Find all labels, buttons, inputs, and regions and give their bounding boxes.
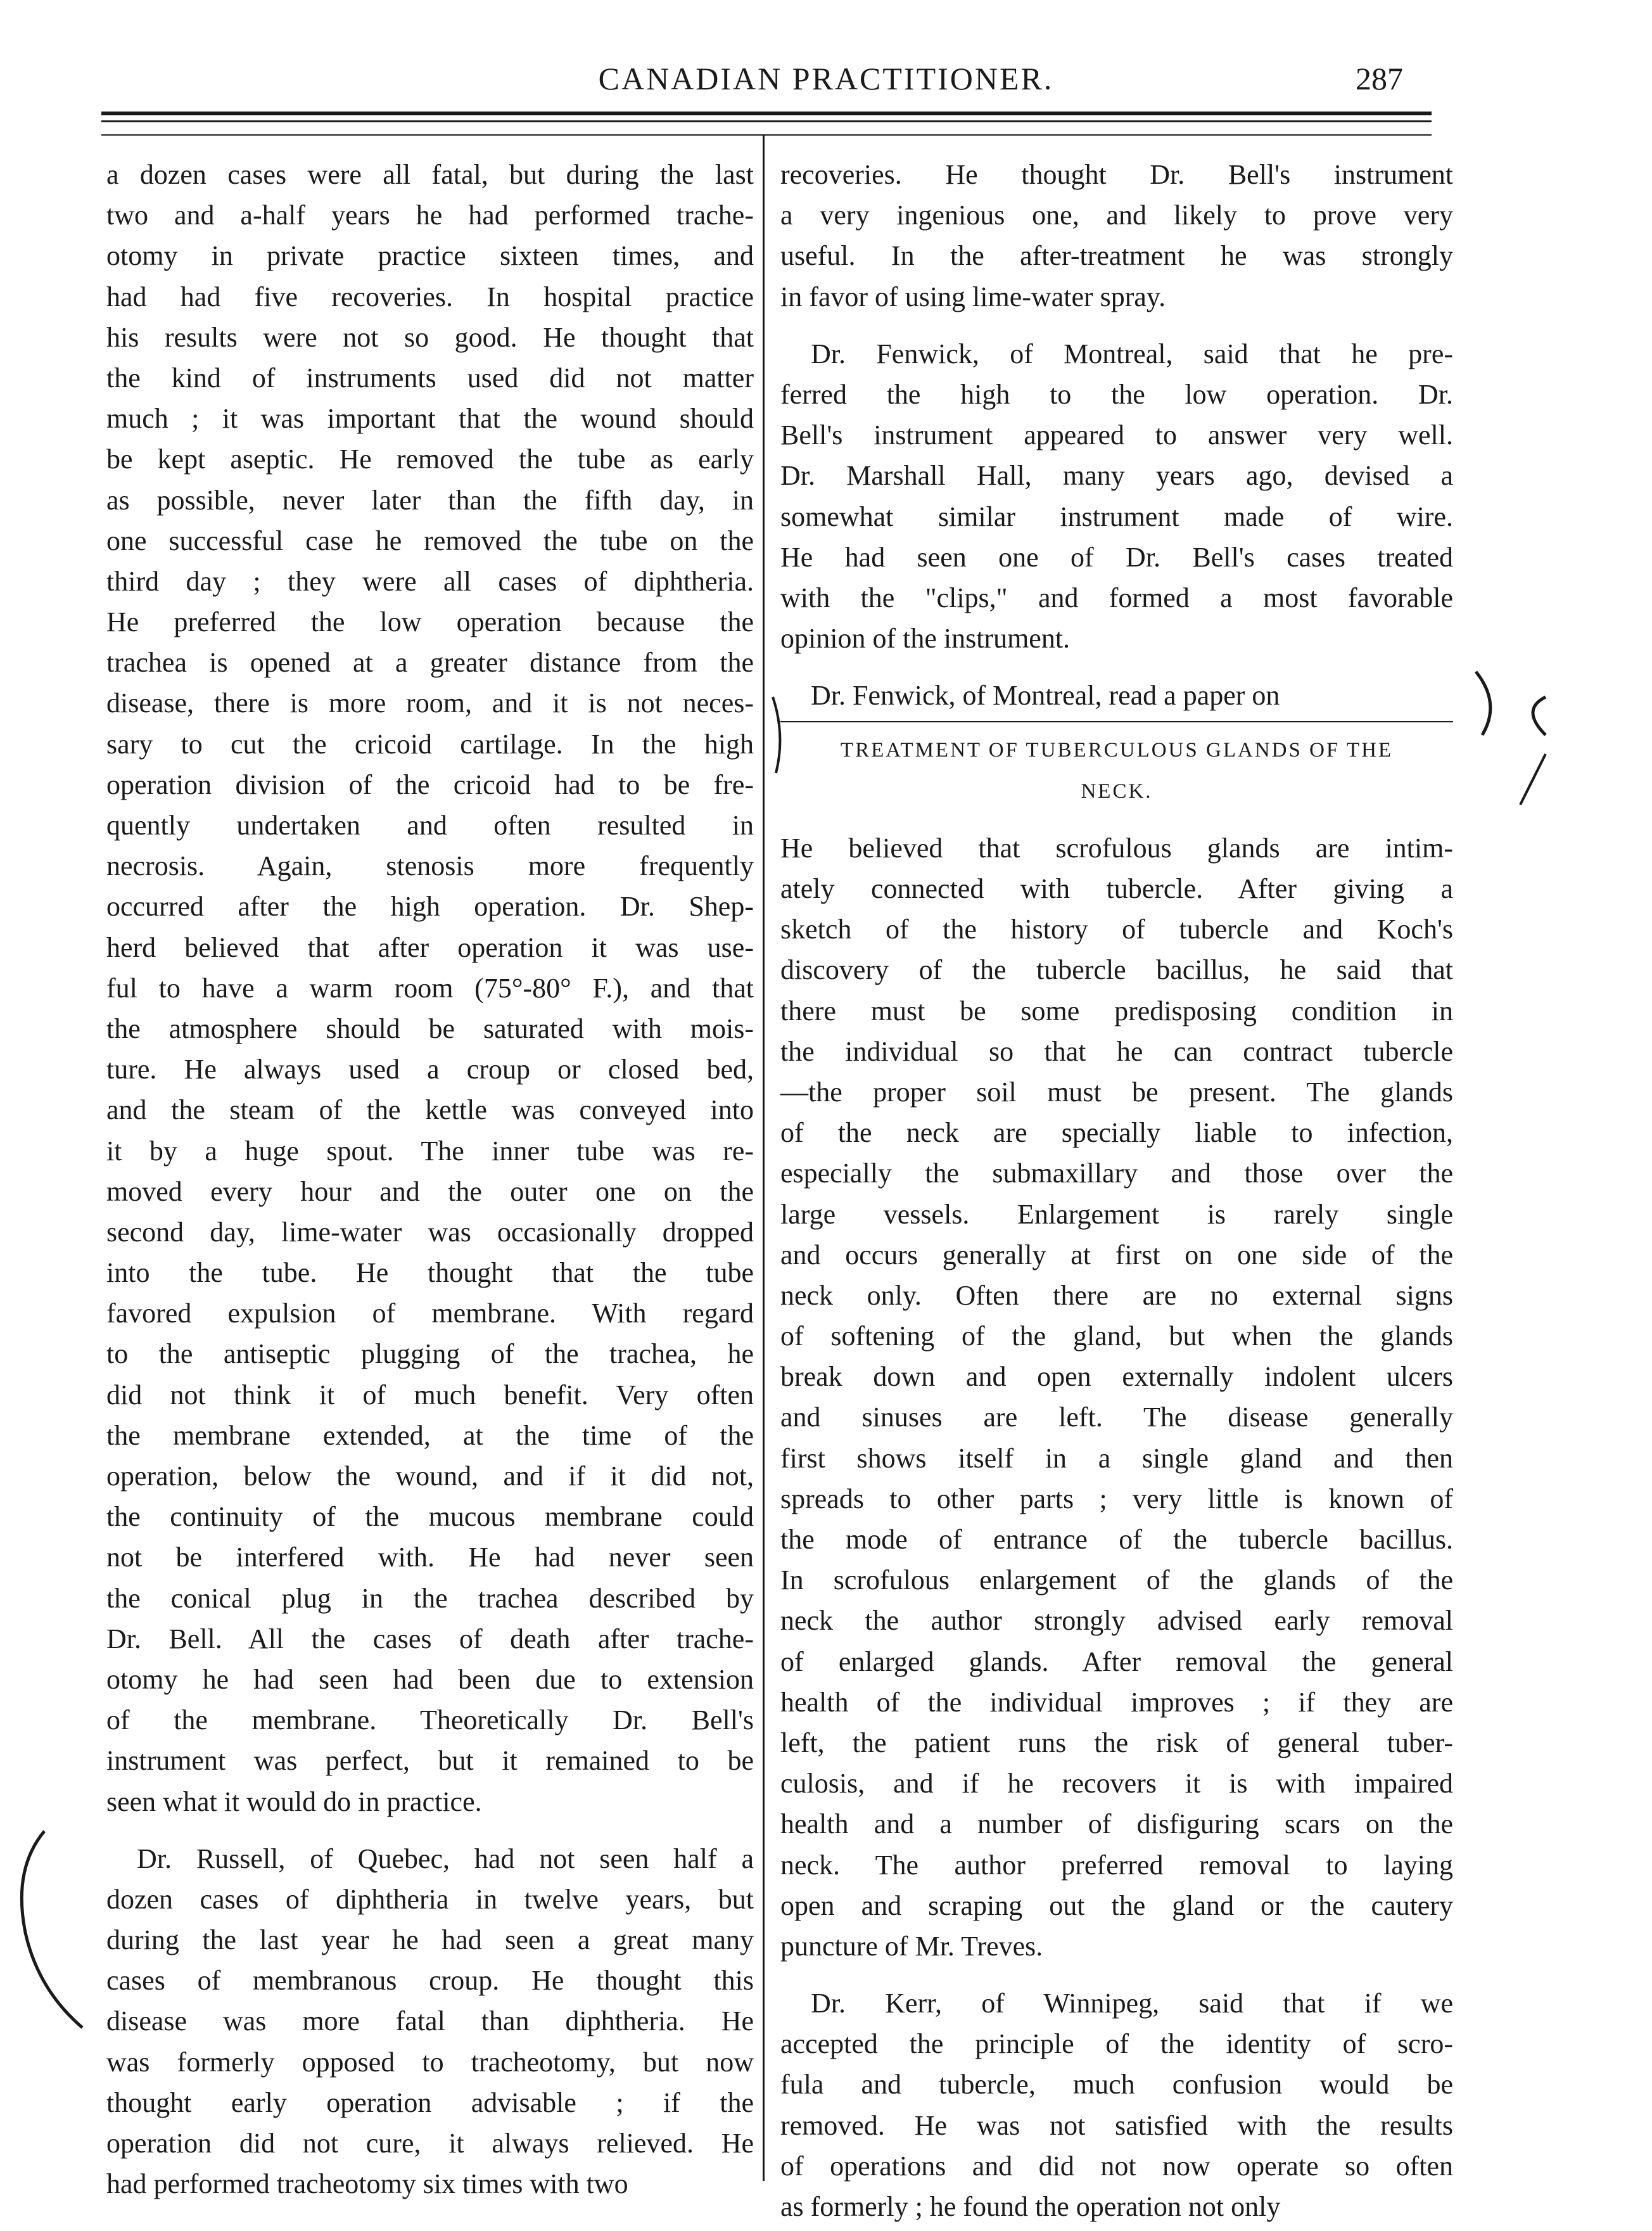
margin-letter-mark bbox=[1476, 672, 1546, 735]
text-line: moved every hour and the outer one on the bbox=[106, 1175, 754, 1207]
text-line: large vessels. Enlargement is rarely single bbox=[780, 1198, 1453, 1230]
text-line: occurred after the high operation. Dr. Shep- bbox=[106, 891, 754, 923]
text-line: culosis, and if he recovers it is with impaired bbox=[780, 1768, 1453, 1800]
text-line: ful to have a warm room (75°-80° F.), and that bbox=[106, 972, 754, 1004]
text-line: second day, lime-water was occasionally dropped bbox=[106, 1216, 754, 1248]
text-line: it by a huge spout. The inner tube was re- bbox=[106, 1135, 754, 1167]
text-line: one successful case he removed the tube on the bbox=[106, 525, 754, 556]
text-line: operation division of the cricoid had to be fre- bbox=[106, 769, 754, 800]
text-line: be kept aseptic. He removed the tube as early bbox=[106, 444, 754, 475]
bracket-mark bbox=[22, 1831, 82, 2028]
text-line: somewhat similar instrument made of wire. bbox=[780, 501, 1453, 532]
text-line: and sinuses are left. The disease generally bbox=[780, 1402, 1453, 1433]
section-heading-line2: NECK. bbox=[1081, 779, 1153, 803]
text-line: sketch of the history of tubercle and Koch's bbox=[780, 914, 1453, 945]
text-line: the individual so that he can contract tubercle bbox=[780, 1035, 1453, 1067]
right-paragraph-fenwick-remarks bbox=[780, 334, 1453, 660]
text-line: otomy he had seen had been due to extension bbox=[106, 1663, 754, 1695]
text-line: recoveries. He thought Dr. Bell's instrument bbox=[780, 159, 1453, 190]
text-line: much ; it was important that the wound should bbox=[106, 403, 754, 435]
text-line: and occurs generally at first on one side of the bbox=[780, 1239, 1453, 1270]
text-line: the kind of instruments used did not matter bbox=[106, 362, 754, 393]
text-line: herd believed that after operation it was use- bbox=[106, 931, 754, 963]
text-line: puncture of Mr. Treves. bbox=[780, 1930, 1043, 1962]
paragraph-gap bbox=[780, 1967, 1453, 1983]
text-line: there must be some predisposing condition in bbox=[780, 995, 1453, 1026]
text-line: operation, below the wound, and if it did not, bbox=[106, 1461, 754, 1492]
text-line: He had seen one of Dr. Bell's cases treated bbox=[780, 541, 1453, 573]
right-paragraph-kerr bbox=[780, 1983, 1453, 2227]
text-line: had had five recoveries. In hospital practice bbox=[106, 281, 754, 312]
header-rule-lower bbox=[101, 134, 1432, 136]
text-line: neck the author strongly advised early removal bbox=[780, 1605, 1453, 1637]
text-line: a very ingenious one, and likely to prove very bbox=[780, 200, 1453, 231]
text-line: Dr. Marshall Hall, many years ago, devised a bbox=[780, 460, 1453, 492]
text-line: fula and tubercle, much confusion would be bbox=[780, 2069, 1453, 2100]
text-line: two and a-half years he had performed trache- bbox=[106, 200, 754, 231]
text-line: left, the patient runs the risk of general tuber- bbox=[780, 1727, 1453, 1758]
text-line: Bell's instrument appeared to answer very well. bbox=[780, 419, 1453, 451]
text-line: opinion of the instrument. bbox=[780, 623, 1071, 655]
text-line: did not think it of much benefit. Very often bbox=[106, 1379, 754, 1410]
text-line: of enlarged glands. After removal the general bbox=[780, 1646, 1453, 1677]
text-line: In scrofulous enlargement of the glands of the bbox=[780, 1564, 1453, 1596]
text-line: health of the individual improves ; if they are bbox=[780, 1686, 1453, 1718]
text-line: with the "clips," and formed a most favorable bbox=[780, 582, 1453, 613]
left-paragraph-continued bbox=[106, 155, 754, 1822]
right-paragraph-paper-body bbox=[780, 828, 1453, 1967]
text-line: cases of membranous croup. He thought this bbox=[106, 1965, 754, 1997]
text-line: discovery of the tubercle bacillus, he said that bbox=[780, 954, 1453, 986]
heading-brace-mark bbox=[773, 697, 780, 773]
left-paragraph-russell bbox=[106, 1839, 754, 2205]
text-line: first shows itself in a single gland and then bbox=[780, 1442, 1453, 1474]
text-line: as formerly ; he found the operation not only bbox=[780, 2191, 1281, 2222]
text-line: ferred the high to the low operation. Dr. bbox=[780, 378, 1453, 410]
paper-intro: Dr. Fenwick, of Montreal, read a paper on bbox=[811, 680, 1280, 712]
text-line: necrosis. Again, stenosis more frequently bbox=[106, 850, 754, 882]
text-line: He preferred the low operation because the bbox=[106, 606, 754, 638]
text-line: neck only. Often there are no external signs bbox=[780, 1279, 1453, 1311]
text-line: seen what it would do in practice. bbox=[106, 1786, 482, 1817]
page-number: 287 bbox=[1356, 61, 1403, 96]
text-line: trachea is opened at a greater distance from the bbox=[106, 647, 754, 679]
left-column bbox=[106, 155, 754, 2204]
text-line: spreads to other parts ; very little is known of bbox=[780, 1483, 1453, 1514]
text-line: the atmosphere should be saturated with mois- bbox=[106, 1013, 754, 1044]
text-line: useful. In the after-treatment he was strongly bbox=[780, 240, 1453, 272]
text-line: —the proper soil must be present. The glands bbox=[780, 1076, 1453, 1108]
paragraph-gap bbox=[780, 812, 1453, 828]
text-line: of operations and did not now operate so often bbox=[780, 2150, 1453, 2182]
text-line: the mode of entrance of the tubercle bacillus. bbox=[780, 1524, 1453, 1555]
text-line: open and scraping out the gland or the cautery bbox=[780, 1889, 1453, 1921]
text-line: quently undertaken and often resulted in bbox=[106, 810, 754, 841]
text-line: during the last year he had seen a great many bbox=[106, 1924, 754, 1956]
text-line: especially the submaxillary and those over the bbox=[780, 1158, 1453, 1189]
text-line: ately connected with tubercle. After giving a bbox=[780, 873, 1453, 904]
text-line: otomy in private practice sixteen times, and bbox=[106, 240, 754, 272]
text-line: neck. The author preferred removal to laying bbox=[780, 1849, 1453, 1881]
text-line: of the neck are specially liable to infection, bbox=[780, 1117, 1453, 1149]
column-divider bbox=[763, 134, 765, 2181]
text-line: the conical plug in the trachea described by bbox=[106, 1582, 754, 1614]
text-line: thought early operation advisable ; if the bbox=[106, 2087, 754, 2118]
text-line: operation did not cure, it always relieved. He bbox=[106, 2128, 754, 2159]
text-line: as possible, never later than the fifth day, in bbox=[106, 484, 754, 516]
text-line: and the steam of the kettle was conveyed into bbox=[106, 1094, 754, 1126]
text-line: favored expulsion of membrane. With regard bbox=[106, 1298, 754, 1329]
text-line: ture. He always used a croup or closed bed, bbox=[106, 1054, 754, 1085]
paragraph-gap bbox=[780, 659, 1453, 675]
paragraph-gap bbox=[780, 317, 1453, 334]
header-rule-thick bbox=[101, 112, 1432, 115]
text-line: disease was more fatal than diphtheria. He bbox=[106, 2005, 754, 2037]
text-line: health and a number of disfiguring scars on the bbox=[780, 1808, 1453, 1840]
text-line: not be interfered with. He had never seen bbox=[106, 1542, 754, 1573]
text-line: of the membrane. Theoretically Dr. Bell's bbox=[106, 1704, 754, 1736]
text-line: sary to cut the cricoid cartilage. In the high bbox=[106, 728, 754, 760]
running-header: CANADIAN PRACTITIONER. bbox=[598, 61, 1054, 96]
text-line: third day ; they were all cases of diphtheria. bbox=[106, 565, 754, 597]
text-line: had performed tracheotomy six times with two bbox=[106, 2168, 628, 2200]
right-paragraph-continued bbox=[780, 155, 1453, 317]
section-heading-line1: TREATMENT OF TUBERCULOUS GLANDS OF THE bbox=[840, 739, 1394, 762]
text-line: accepted the principle of the identity of scro- bbox=[780, 2028, 1453, 2060]
text-line: in favor of using lime-water spray. bbox=[780, 281, 1166, 312]
text-line: He believed that scrofulous glands are intim- bbox=[780, 832, 1453, 864]
text-line: his results were not so good. He thought that bbox=[106, 321, 754, 353]
text-line: a dozen cases were all fatal, but during the last bbox=[106, 159, 754, 190]
text-line: Dr. Bell. All the cases of death after trache- bbox=[106, 1623, 754, 1654]
text-line: dozen cases of diphtheria in twelve years, but bbox=[106, 1883, 754, 1915]
margin-slash-mark bbox=[1520, 754, 1546, 805]
text-line: to the antiseptic plugging of the trachea, he bbox=[106, 1338, 754, 1370]
text-line: of softening of the gland, but when the glands bbox=[780, 1320, 1453, 1352]
header-rule-thin bbox=[101, 120, 1432, 122]
text-line: the membrane extended, at the time of the bbox=[106, 1419, 754, 1451]
text-line: Dr. Fenwick, of Montreal, said that he pre- bbox=[811, 338, 1453, 369]
text-line: was formerly opposed to tracheotomy, but now bbox=[106, 2046, 754, 2078]
text-line: disease, there is more room, and it is not neces- bbox=[106, 687, 754, 719]
text-line: removed. He was not satisfied with the results bbox=[780, 2109, 1453, 2141]
text-line: instrument was perfect, but it remained to be bbox=[106, 1745, 754, 1777]
heading-rule bbox=[780, 721, 1453, 722]
text-line: the continuity of the mucous membrane could bbox=[106, 1501, 754, 1533]
text-line: Dr. Russell, of Quebec, had not seen half a bbox=[137, 1843, 754, 1874]
text-line: Dr. Kerr, of Winnipeg, said that if we bbox=[811, 1988, 1453, 2019]
right-column bbox=[780, 155, 1453, 2227]
paragraph-gap bbox=[106, 1822, 754, 1839]
text-line: break down and open externally indolent ulcers bbox=[780, 1361, 1453, 1393]
text-line: into the tube. He thought that the tube bbox=[106, 1257, 754, 1289]
